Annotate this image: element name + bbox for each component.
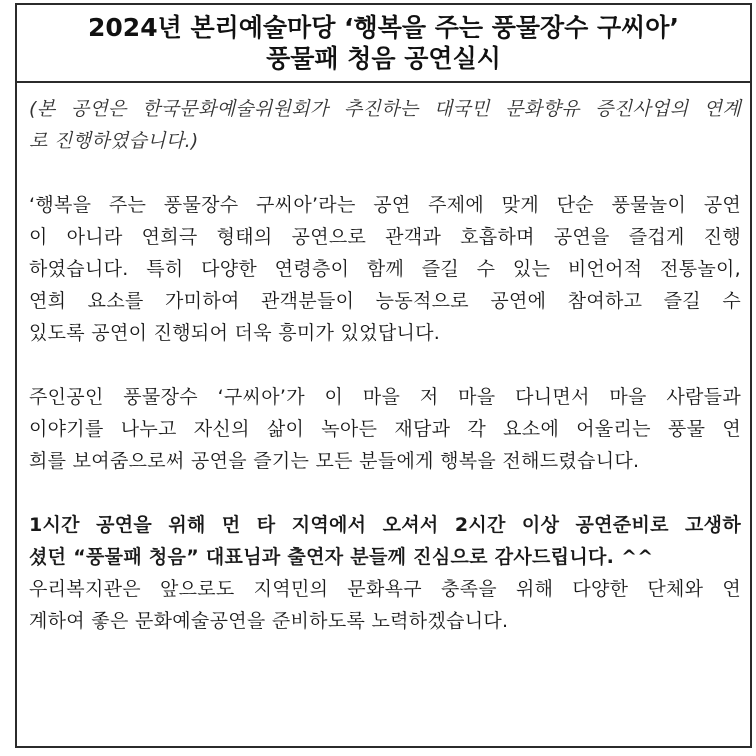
para3-line-2: 셨던 “풍물패 청음” 대표님과 출연자 분들께 진심으로 감사드립니다. ^^ bbox=[29, 546, 654, 568]
paragraph-3 bbox=[29, 509, 741, 573]
para1-line-4: 연희 요소를 가미하여 관객분들이 능동적으로 공연에 참여하고 즐길 수 bbox=[29, 290, 741, 312]
para2-line-2: 이야기를 나누고 자신의 삶이 녹아든 재담과 각 요소에 어울리는 풍물 연 bbox=[29, 418, 741, 440]
paragraph-1 bbox=[29, 189, 741, 349]
notice-frame bbox=[15, 3, 752, 748]
para4-line-1: 우리복지관은 앞으로도 지역민의 문화욕구 충족을 위해 다양한 단체와 연 bbox=[29, 578, 741, 600]
note-line-2: 로 진행하였습니다.) bbox=[29, 130, 199, 152]
para1-line-1: ‘행복을 주는 풍물장수 구씨아’라는 공연 주제에 맞게 단순 풍물놀이 공연 bbox=[29, 194, 741, 216]
para2-line-3: 희를 보여줌으로써 공연을 즐기는 모든 분들에게 행복을 전해드렸습니다. bbox=[29, 450, 640, 472]
paragraph-4 bbox=[29, 573, 741, 637]
note-paragraph bbox=[29, 93, 741, 157]
para4-line-2: 계하여 좋은 문화예술공연을 준비하도록 노력하겠습니다. bbox=[29, 610, 509, 632]
title-line-2: 풍물패 청음 공연실시 bbox=[266, 44, 501, 73]
title-line-1: 2024년 본리예술마당 ‘행복을 주는 풍물장수 구씨아’ bbox=[88, 13, 679, 42]
note-line-1: (본 공연은 한국문화예술위원회가 추진하는 대국민 문화향유 증진사업의 연계 bbox=[29, 98, 741, 120]
paragraph-2 bbox=[29, 381, 741, 477]
title-box bbox=[17, 5, 750, 83]
para1-line-5: 있도록 공연이 진행되어 더욱 흥미가 있었답니다. bbox=[29, 322, 441, 344]
para1-line-3: 하였습니다. 특히 다양한 연령층이 함께 즐길 수 있는 비언어적 전통놀이, bbox=[29, 258, 741, 280]
article-body bbox=[29, 93, 741, 637]
para3-line-1: 1시간 공연을 위해 먼 타 지역에서 오셔서 2시간 이상 공연준비로 고생하 bbox=[29, 514, 741, 536]
para2-line-1: 주인공인 풍물장수 ‘구씨아’가 이 마을 저 마을 다니면서 마을 사람들과 bbox=[29, 386, 741, 408]
para1-line-2: 이 아니라 연희극 형태의 공연으로 관객과 호흡하며 공연을 즐겁게 진행 bbox=[29, 226, 741, 248]
